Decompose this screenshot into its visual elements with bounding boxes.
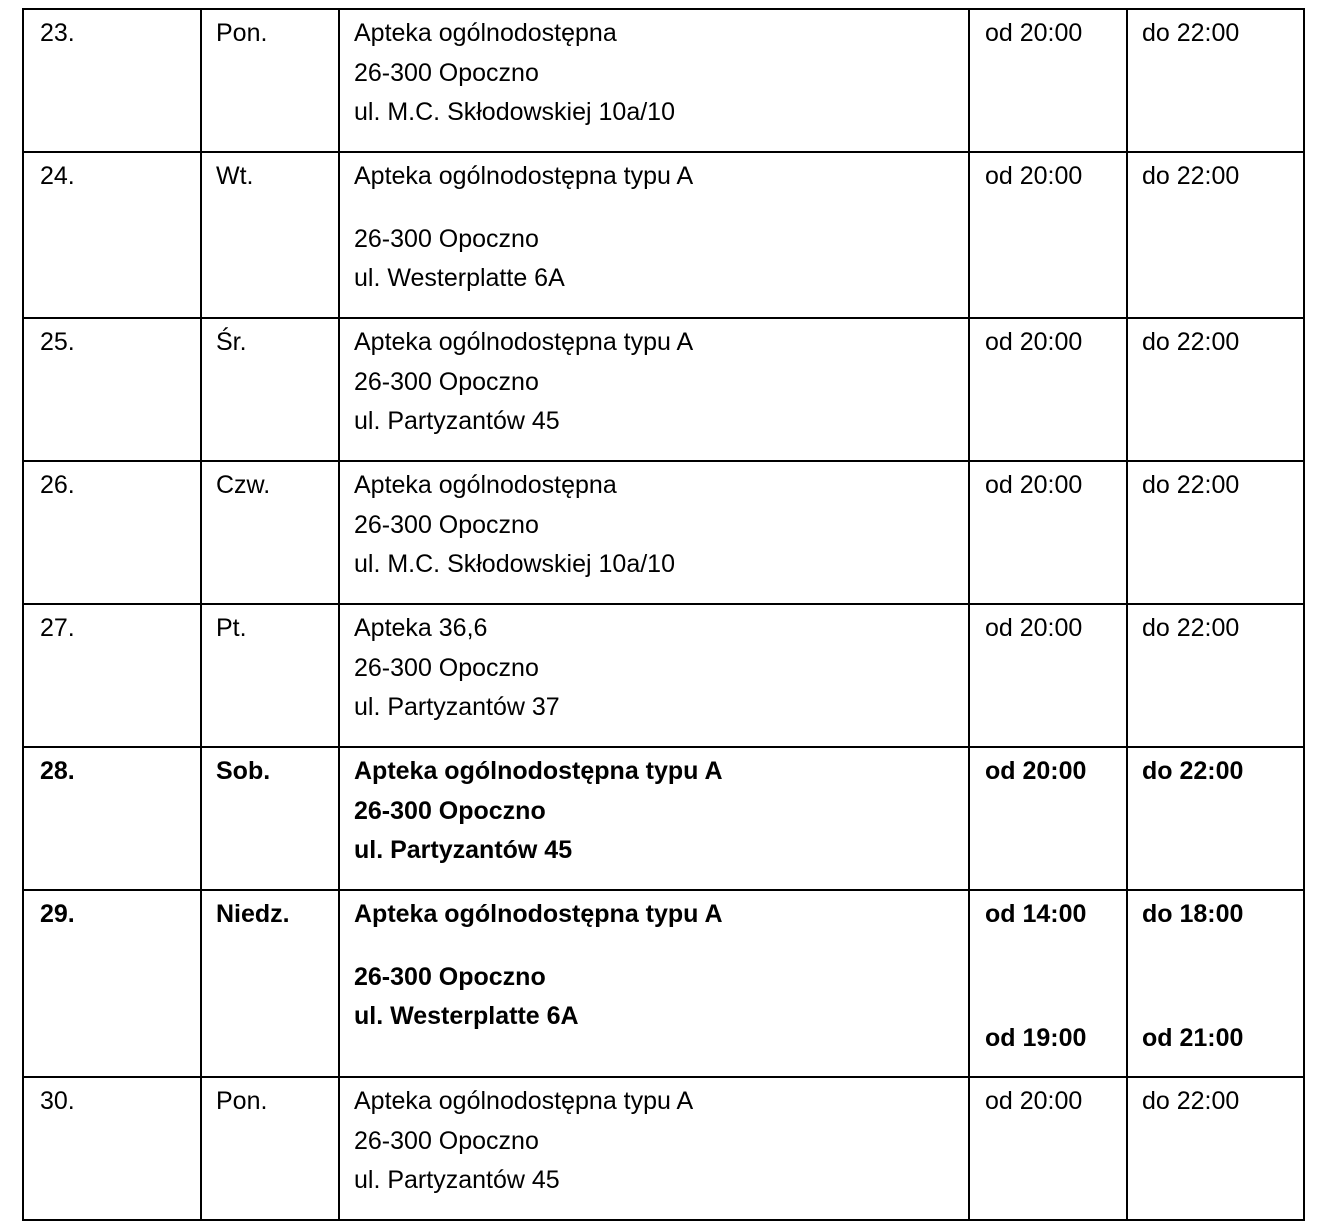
table-row [23,604,1304,747]
open-to [1127,890,1304,1077]
open-to: do 22:00 [1127,604,1304,747]
pharmacy-address [339,9,969,152]
open-from: od 20:00 [969,1077,1127,1220]
row-number: 28. [23,747,201,890]
pharmacy-city: 26-300 Opoczno [354,367,539,396]
pharmacy-city: 26-300 Opoczno [354,962,546,991]
row-number: 23. [23,9,201,152]
open-to: do 22:00 [1127,747,1304,890]
pharmacy-street: ul. M.C. Skłodowskiej 10a/10 [354,550,675,578]
row-number: 26. [23,461,201,604]
pharmacy-name: Apteka ogólnodostępna typu A [354,757,723,785]
pharmacy-duty-table [22,8,1305,1221]
open-from: od 20:00 [969,604,1127,747]
pharmacy-street: ul. Westerplatte 6A [354,1002,579,1030]
open-from: od 20:00 [969,318,1127,461]
pharmacy-street: ul. Partyzantów 45 [354,1166,560,1194]
pharmacy-name: Apteka ogólnodostępna [354,471,617,499]
pharmacy-street: ul. Partyzantów 45 [354,407,560,435]
day-of-week: Pt. [201,604,339,747]
row-number: 25. [23,318,201,461]
open-to-first: do 18:00 [1142,900,1244,928]
open-from: od 20:00 [969,461,1127,604]
day-of-week: Śr. [201,318,339,461]
table-row [23,890,1304,1077]
pharmacy-city: 26-300 Opoczno [354,510,539,539]
open-from-first: od 14:00 [985,900,1087,928]
row-number: 29. [23,890,201,1077]
pharmacy-city: 26-300 Opoczno [354,653,539,682]
pharmacy-street: ul. Westerplatte 6A [354,264,565,292]
pharmacy-address [339,604,969,747]
open-to: do 22:00 [1127,152,1304,318]
open-from-second: od 19:00 [985,1023,1087,1052]
pharmacy-name: Apteka ogólnodostępna typu A [354,328,694,356]
pharmacy-name: Apteka ogólnodostępna [354,19,617,47]
pharmacy-street: ul. M.C. Skłodowskiej 10a/10 [354,98,675,126]
pharmacy-city: 26-300 Opoczno [354,796,546,825]
open-to: do 22:00 [1127,9,1304,152]
open-to: do 22:00 [1127,1077,1304,1220]
pharmacy-name: Apteka ogólnodostępna typu A [354,162,694,190]
table-row [23,1077,1304,1220]
pharmacy-street: ul. Partyzantów 37 [354,693,560,721]
open-to: do 22:00 [1127,318,1304,461]
table-row [23,152,1304,318]
day-of-week: Pon. [201,1077,339,1220]
pharmacy-address [339,890,969,1077]
pharmacy-street: ul. Partyzantów 45 [354,836,573,864]
table-row [23,461,1304,604]
pharmacy-address [339,318,969,461]
table-row [23,9,1304,152]
table-row [23,318,1304,461]
pharmacy-name: Apteka ogólnodostępna typu A [354,1087,694,1115]
pharmacy-address [339,747,969,890]
pharmacy-address [339,1077,969,1220]
pharmacy-city: 26-300 Opoczno [354,1126,539,1155]
pharmacy-address [339,152,969,318]
open-from: od 20:00 [969,152,1127,318]
row-number: 30. [23,1077,201,1220]
pharmacy-name: Apteka 36,6 [354,614,488,642]
pharmacy-address [339,461,969,604]
pharmacy-city: 26-300 Opoczno [354,58,539,87]
open-from: od 20:00 [969,747,1127,890]
row-number: 24. [23,152,201,318]
pharmacy-name: Apteka ogólnodostępna typu A [354,900,723,928]
day-of-week: Niedz. [201,890,339,1077]
day-of-week: Pon. [201,9,339,152]
day-of-week: Wt. [201,152,339,318]
open-to-second: od 21:00 [1142,1023,1244,1052]
open-from [969,890,1127,1077]
pharmacy-city: 26-300 Opoczno [354,224,539,253]
row-number: 27. [23,604,201,747]
day-of-week: Sob. [201,747,339,890]
table-row [23,747,1304,890]
open-from: od 20:00 [969,9,1127,152]
day-of-week: Czw. [201,461,339,604]
open-to: do 22:00 [1127,461,1304,604]
